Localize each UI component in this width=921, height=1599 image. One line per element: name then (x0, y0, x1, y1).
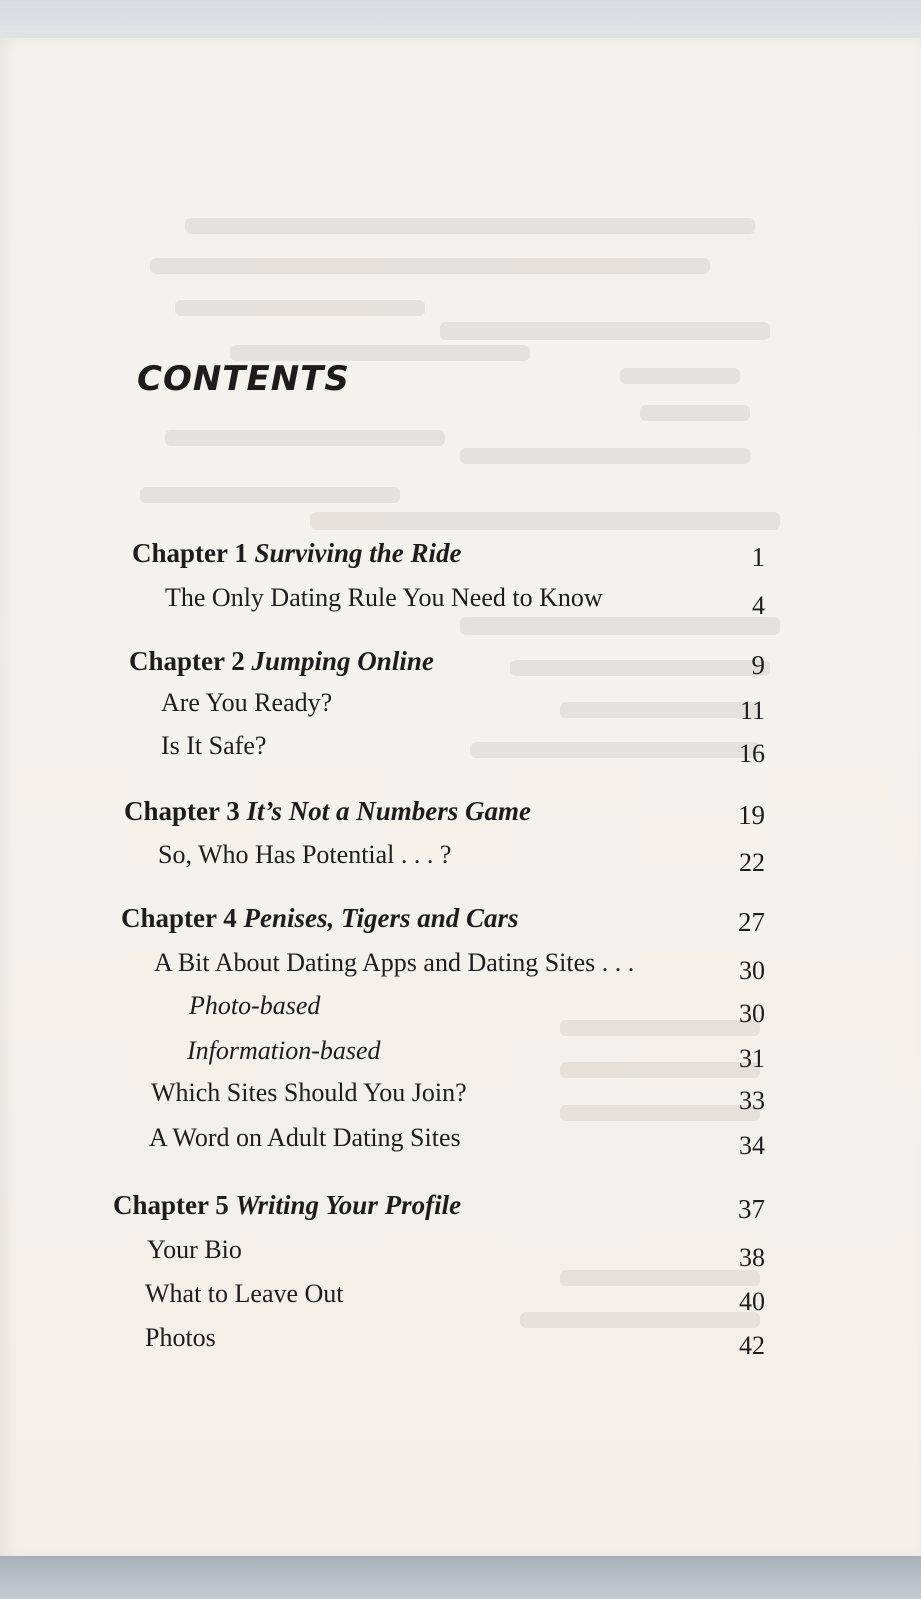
page-number: 9 (751, 650, 765, 680)
chapter-heading (113, 1192, 461, 1219)
chapter-heading (124, 798, 531, 825)
toc-entry-section (149, 1123, 765, 1160)
toc-entry-section (145, 1323, 765, 1360)
page-number: 40 (739, 1287, 765, 1316)
section-title: Which Sites Should You Join? (151, 1078, 467, 1107)
chapter-title: Jumping Online (251, 646, 434, 676)
page-number: 1 (751, 542, 765, 572)
contents-heading: CONTENTS (137, 359, 350, 399)
section-title: A Word on Adult Dating Sites (149, 1123, 461, 1152)
page-number: 34 (739, 1131, 765, 1160)
toc-entry-section (154, 948, 765, 985)
page-number: 22 (739, 848, 765, 877)
section-title: Are You Ready? (161, 688, 333, 717)
section-title: The Only Dating Rule You Need to Know (165, 583, 603, 612)
toc-entry-chapter (124, 796, 765, 830)
section-title: Is It Safe? (161, 731, 267, 760)
chapter-title: Writing Your Profile (235, 1190, 462, 1220)
toc-entry-section (145, 1279, 765, 1316)
chapter-number: Chapter 1 (132, 538, 248, 568)
page-number: 42 (739, 1331, 765, 1360)
toc-entry-section (165, 583, 765, 620)
page-number: 31 (739, 1044, 765, 1073)
page-number: 27 (738, 907, 765, 937)
toc-entry-section (158, 840, 765, 877)
page-number: 16 (739, 739, 765, 768)
chapter-number: Chapter 3 (124, 796, 240, 826)
subsection-title: Information-based (187, 1036, 381, 1065)
chapter-heading (132, 540, 462, 567)
page-number: 4 (752, 591, 765, 620)
toc-entry-chapter (113, 1190, 765, 1224)
toc-entry-section (161, 688, 765, 725)
chapter-number: Chapter 4 (121, 903, 237, 933)
toc-entry-chapter (129, 646, 765, 680)
toc-entry-subsection (189, 991, 765, 1028)
page-number: 33 (739, 1086, 765, 1115)
section-title: Your Bio (147, 1235, 242, 1264)
chapter-heading (129, 648, 434, 675)
chapter-title: Surviving the Ride (254, 538, 462, 568)
page-number: 30 (739, 999, 765, 1028)
page-number: 30 (739, 956, 765, 985)
toc-entry-section (161, 731, 765, 768)
page-number: 19 (738, 800, 765, 830)
page-number: 11 (739, 696, 765, 725)
page-number: 38 (739, 1243, 765, 1272)
subsection-title: Photo-based (189, 991, 321, 1020)
toc-entry-section (151, 1078, 765, 1115)
page-number: 37 (738, 1194, 765, 1224)
chapter-title: It’s Not a Numbers Game (246, 796, 532, 826)
toc-entry-section (147, 1235, 765, 1272)
chapter-heading (121, 905, 519, 932)
section-title: What to Leave Out (145, 1279, 344, 1308)
chapter-number: Chapter 2 (129, 646, 245, 676)
section-title: A Bit About Dating Apps and Dating Sites . . . (154, 948, 635, 977)
toc-entry-chapter (132, 538, 765, 572)
chapter-title: Penises, Tigers and Cars (243, 903, 519, 933)
section-title: Photos (145, 1323, 216, 1352)
toc-entry-subsection (187, 1036, 765, 1073)
background-bottom (0, 1556, 921, 1599)
chapter-number: Chapter 5 (113, 1190, 229, 1220)
toc-entry-chapter (121, 903, 765, 937)
section-title: So, Who Has Potential . . . ? (158, 840, 452, 869)
